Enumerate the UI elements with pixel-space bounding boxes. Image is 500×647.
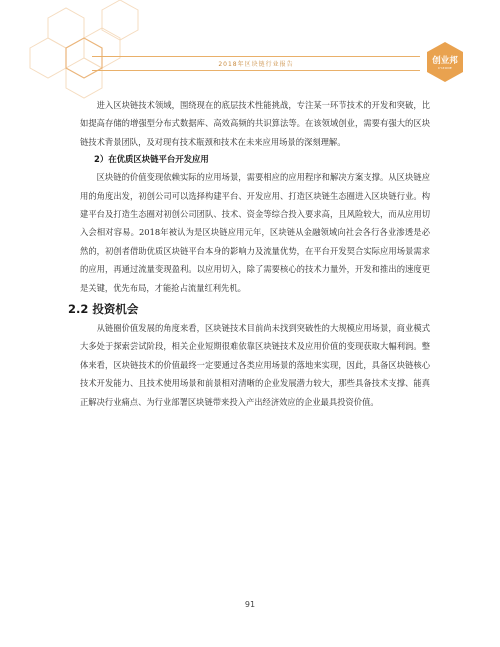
running-header <box>92 56 420 71</box>
paragraph: 区块链的价值变现依赖实际的应用场景，需要相应的应用程序和解决方案支撑。从区块链应用的角度出发，初创公司可以选择构建平台、开发应用、打造区块链生态圈进入区块链行业。构建平台及打造生态圈对初创公司团队、技术、资金等综合投入要求高，且风险较大，而从应用切入会相对容易。2018年被认为是区块链应用元年，区块链从金融领域向社会各行各业渗透是必然的，初创者借助优质区块链平台本身的影响力及流量优势，在平台开发契合实际应用场景需求的应用，再通过流量变现盈利。以应用切入，除了需要核心的技术力量外，开发和推出的速度更是关键，优先布局，才能抢占流量红利先机。 <box>80 172 430 293</box>
page-number: 91 <box>244 600 256 609</box>
paragraph: 从链圈价值发展的角度来看，区块链技术目前尚未找到突破性的大规模应用场景，商业模式大多处于探索尝试阶段，相关企业短期很难依靠区块链技术及应用价值的变现获取大幅利润。整体来看，区块链技术的价值最终一定要通过各类应用场景的落地来实现，因此，具备区块链核心技术开发能力、且技术使用场景和前景相对清晰的企业发展潜力较大，那些具备技术支撑、能真正解决行业痛点、为行业部署区块链带来投入产出经济效应的企业最具投资价值。 <box>80 323 430 407</box>
paragraph: 进入区块链技术领域，围绕现在的底层技术性能挑战，专注某一环节技术的开发和突破，比如提高存储的增强型分布式数据库、高效高频的共识算法等。在该领域创业，需要有强大的区块链技术背景团队，及对现有技术瓶颈和技术在未来应用场景的深刻理解。 <box>80 100 430 147</box>
logo-text: 创业邦 <box>432 56 458 66</box>
running-header-title: 2018年区块链行业报告 <box>218 61 294 68</box>
subheading: 2）在优质区块链平台开发应用 <box>94 154 209 165</box>
page-body <box>68 96 430 411</box>
logo-subtext: CYZONE <box>437 66 453 70</box>
section-heading: 2.2 投资机会 <box>68 302 139 317</box>
